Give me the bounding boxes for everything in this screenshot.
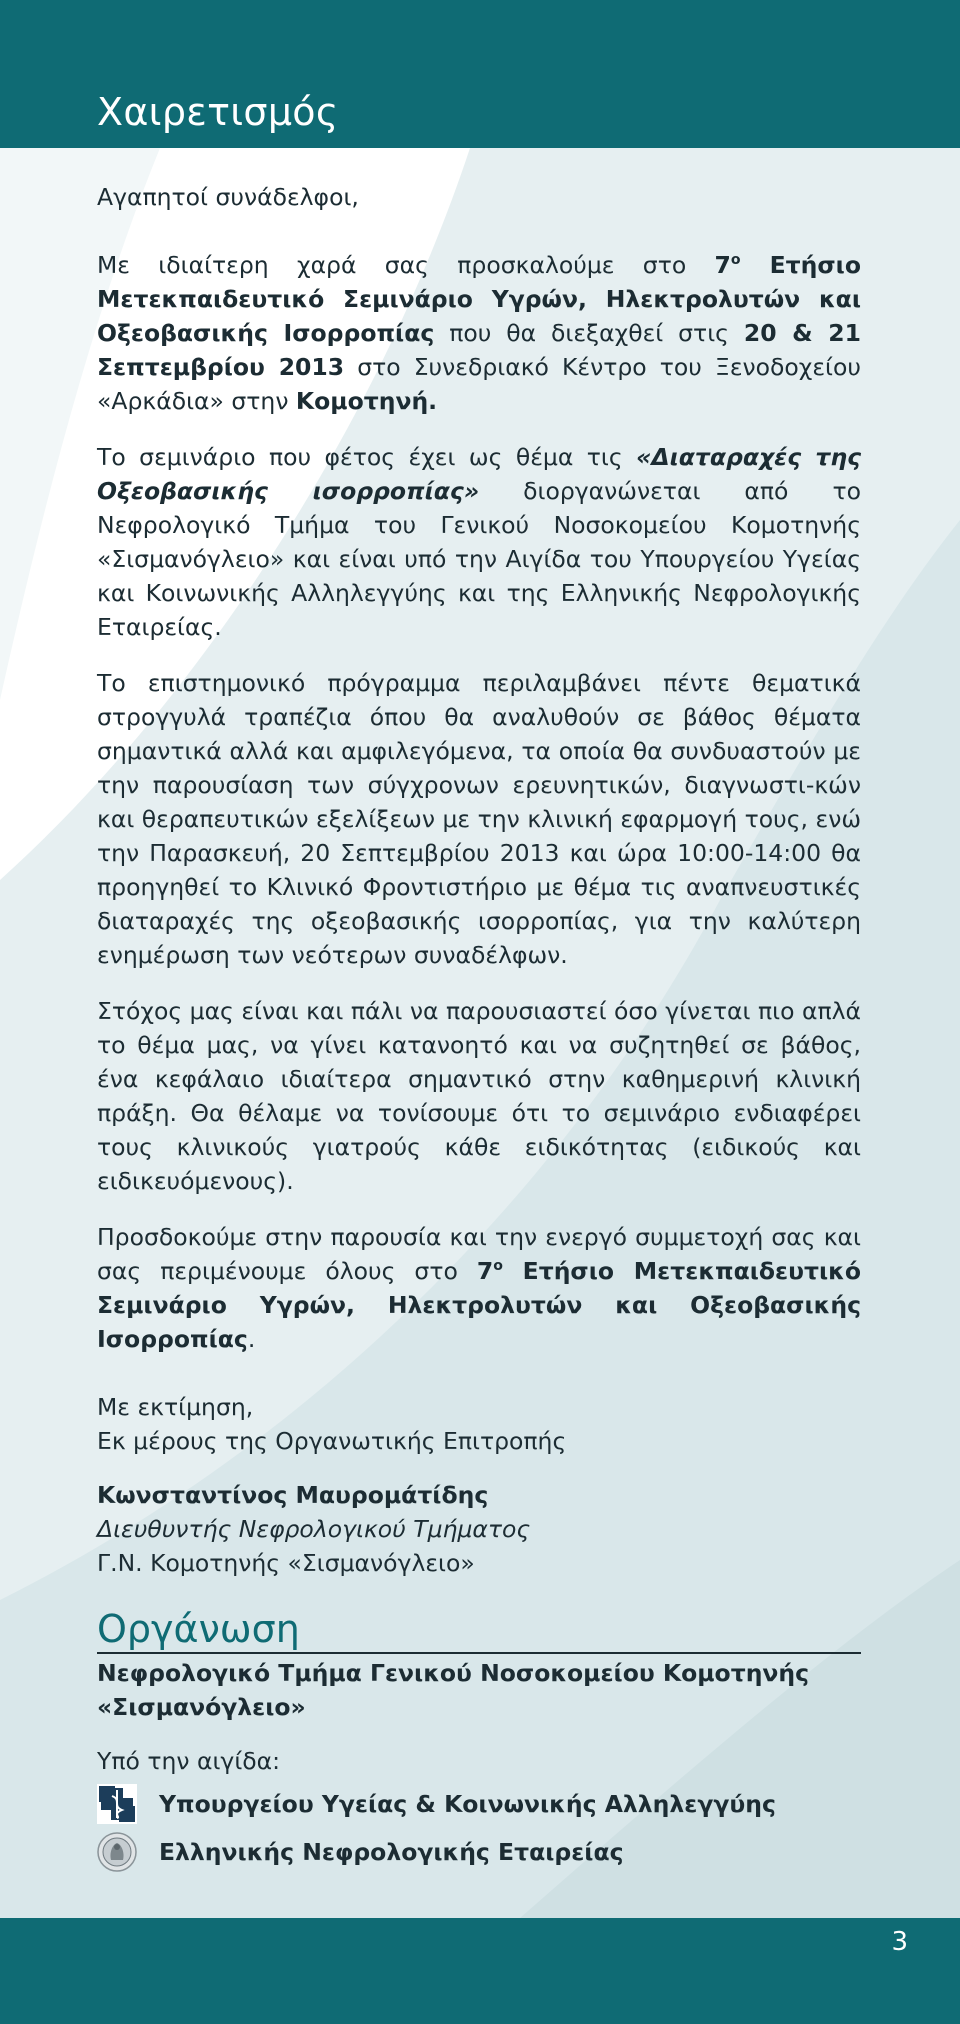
closing-line-1: Με εκτίμηση, [97,1393,254,1421]
p1-text-3: στο Συνεδριακό Κέντρο του Ξενοδοχείου «Αρκάδια» στην [97,353,861,415]
p1-text: Με ιδιαίτερη χαρά σας προσκαλούμε στο [97,251,715,279]
p1-ordinal: 7 [714,251,731,279]
paragraph-invitation [97,248,861,418]
organization-name [97,1656,861,1724]
p5-ordinal-sup: ο [493,1258,503,1275]
signature-name-text: Κωνσταντίνος Μαυρομάτίδης [97,1481,489,1509]
organization-name-text: Νεφρολογικό Τμήμα Γενικού Νοσοκομείου Κομοτηνής «Σισμανόγλειο» [97,1659,810,1721]
page-heading: Χαιρετισμός [97,90,339,134]
paragraph-theme [97,440,861,644]
ministry-of-health-logo-icon [97,1784,137,1824]
paragraph-program: Το επιστημονικό πρόγραμμα περιλαμβάνει πέντε θεματικά στρογγυλά τραπέζια όπου θα αναλυθούν σε βάθος θέματα σημαντικά αλλά και αμφιλεγόμενα, τα οποία θα συνδυαστούν με την παρουσίαση των σύγχρονων ερευνητικών, διαγνωστι-κών και θεραπευτικών εξελίξεων με την κλινική εφαρμογή τους, ενώ την Παρασκευή, 20 Σεπτεμβρίου 2013 και ώρα 10:00-14:00 θα προηγηθεί το Κλινικό Φροντιστήριο με θέμα τις αναπνευστικές διαταραχές της οξεοβασικής ισορροπίας, για την καλύτερη ενημέρωση των νεότερων συναδέλφων. [97,669,861,969]
signature-role [97,1512,861,1546]
p5-ordinal: 7 [476,1257,494,1285]
aegis-item-ministry-text: Υπουργείου Υγείας & Κοινωνικής Αλληλεγγύης [159,1790,776,1818]
aegis-item-ministry [97,1784,861,1824]
p2-text: Το σεμινάριο που φέτος έχει ως θέμα τις [97,443,637,471]
p5-text-2: . [247,1325,256,1353]
aegis-label: Υπό την αιγίδα: [97,1747,281,1775]
paragraph-closing-invitation [97,1220,861,1356]
aegis-item-society [97,1832,861,1872]
nephrology-society-seal-icon [97,1832,137,1872]
organization-title: Οργάνωση [97,1606,861,1654]
footer-band [0,1918,960,2024]
page-number: 3 [891,1927,908,1957]
p1-city: Κομοτηνή. [295,387,438,415]
p2-text-2: διοργανώνεται από το Νεφρολογικό Τμήμα του Γενικού Νοσοκομείου Κομοτηνής «Σισμανόγλειο» και είναι υπό την Αιγίδα του Υπουργείου Υγείας και Κοινωνικής Αλληλεγγύης και της Ελληνικής Νεφρολογικής Εταιρείας. [97,477,861,641]
p1-ordinal-sup: ο [730,252,741,269]
p2-theme: «Διαταραχές της Οξεοβασικής ισορροπίας» [97,443,861,505]
greeting: Αγαπητοί συνάδελφοι, [97,183,359,211]
letter-body [97,180,861,1872]
p5-seminar-title: Ετήσιο Μετεκπαιδευτικό Σεμινάριο Υγρών, Ηλεκτρολυτών και Οξεοβασικής Ισορροπίας [97,1257,861,1353]
aegis-item-society-text: Ελληνικής Νεφρολογικής Εταιρείας [159,1838,624,1866]
p1-date: 20 & 21 Σεπτεμβρίου 2013 [97,319,861,381]
p1-seminar-title: Ετήσιο Μετεκπαιδευτικό Σεμινάριο Υγρών, Ηλεκτρολυτών και Οξεοβασικής Ισορροπίας [97,251,861,347]
signature-hospital: Γ.Ν. Κομοτηνής «Σισμανόγλειο» [97,1549,475,1577]
p1-text-2: που θα διεξαχθεί στις [434,319,744,347]
signature-name [97,1478,861,1512]
paragraph-goal: Στόχος μας είναι και πάλι να παρουσιαστεί όσο γίνεται πιο απλά το θέμα μας, να γίνει κατανοητό και να συζητηθεί σε βάθος, ένα κεφάλαιο ιδιαίτερα σημαντικό στην καθημερινή κλινική πράξη. Θα θέλαμε να τονίσουμε ότι το σεμινάριο ενδιαφέρει τους κλινικούς γιατρούς κάθε ειδικότητας (ειδικούς και ειδικευόμενους). [97,997,861,1195]
p5-text: Προσδοκούμε στην παρουσία και την ενεργό συμμετοχή σας και σας περιμένουμε όλους στο [97,1223,861,1285]
closing-line-2: Εκ μέρους της Οργανωτικής Επιτροπής [97,1427,567,1455]
signature-role-text: Διευθυντής Νεφρολογικού Τμήματος [97,1515,531,1543]
